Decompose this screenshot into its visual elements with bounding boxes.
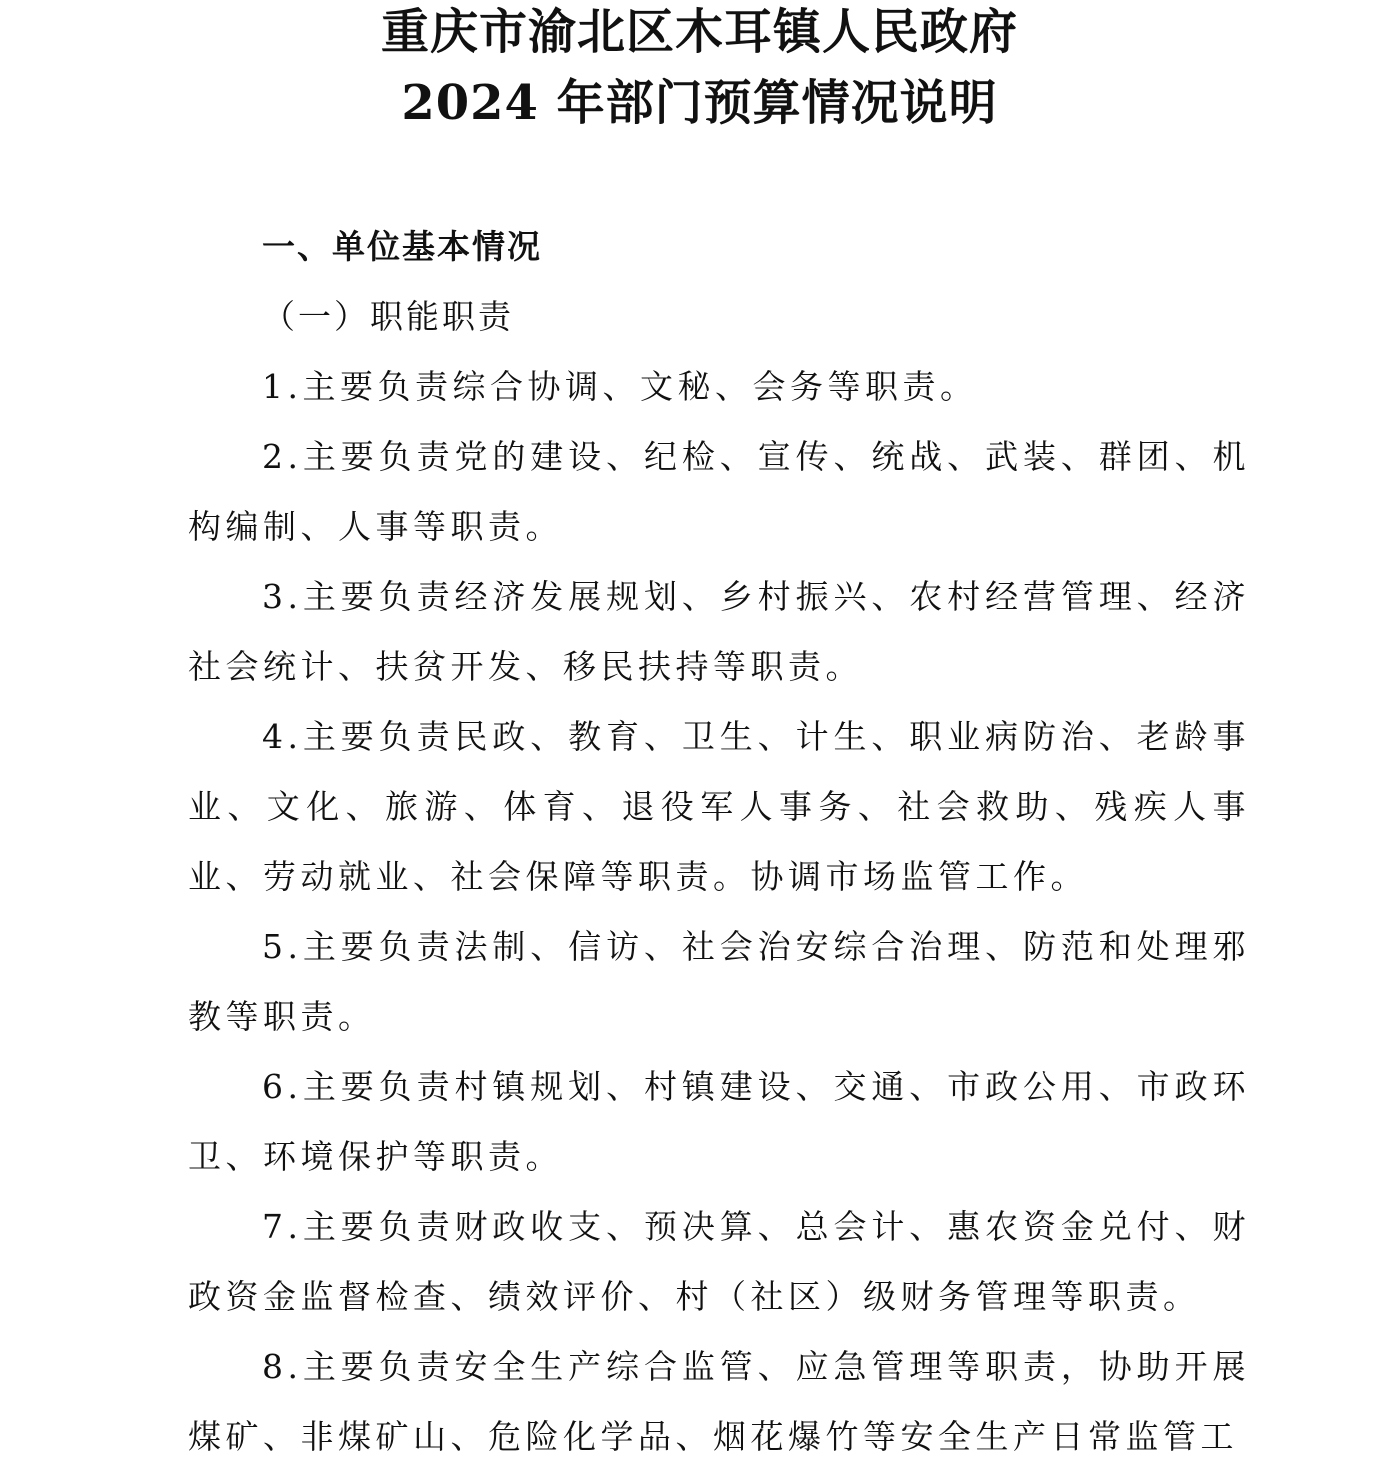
subsection-heading: （一）职能职责 xyxy=(262,297,514,336)
document-body xyxy=(188,212,1250,1472)
document-title-line2: 2024 年部门预算情况说明 xyxy=(401,75,998,131)
paragraph-duty-2: 2.主要负责党的建设、纪检、宣传、统战、武装、群团、机构编制、人事等职责。 xyxy=(188,437,1250,546)
paragraph-duty-7: 7.主要负责财政收支、预决算、总会计、惠农资金兑付、财政资金监督检查、绩效评价、村（社区）级财务管理等职责。 xyxy=(188,1207,1250,1316)
document-title-line1: 重庆市渝北区木耳镇人民政府 xyxy=(380,4,1018,60)
section-heading: 一、单位基本情况 xyxy=(262,227,542,266)
paragraph-duty-6: 6.主要负责村镇规划、村镇建设、交通、市政公用、市政环卫、环境保护等职责。 xyxy=(188,1067,1250,1176)
paragraph-duty-8: 8.主要负责安全生产综合监管、应急管理等职责，协助开展煤矿、非煤矿山、危险化学品、烟花爆竹等安全生产日常监管工 xyxy=(188,1347,1250,1456)
paragraph-duty-5: 5.主要负责法制、信访、社会治安综合治理、防范和处理邪教等职责。 xyxy=(188,927,1250,1036)
paragraph-duty-1: 1.主要负责综合协调、文秘、会务等职责。 xyxy=(262,367,978,406)
paragraph-duty-4: 4.主要负责民政、教育、卫生、计生、职业病防治、老龄事业、文化、旅游、体育、退役军人事务、社会救助、残疾人事业、劳动就业、社会保障等职责。协调市场监管工作。 xyxy=(188,717,1250,896)
paragraph-duty-3: 3.主要负责经济发展规划、乡村振兴、农村经营管理、经济社会统计、扶贫开发、移民扶持等职责。 xyxy=(188,577,1250,686)
